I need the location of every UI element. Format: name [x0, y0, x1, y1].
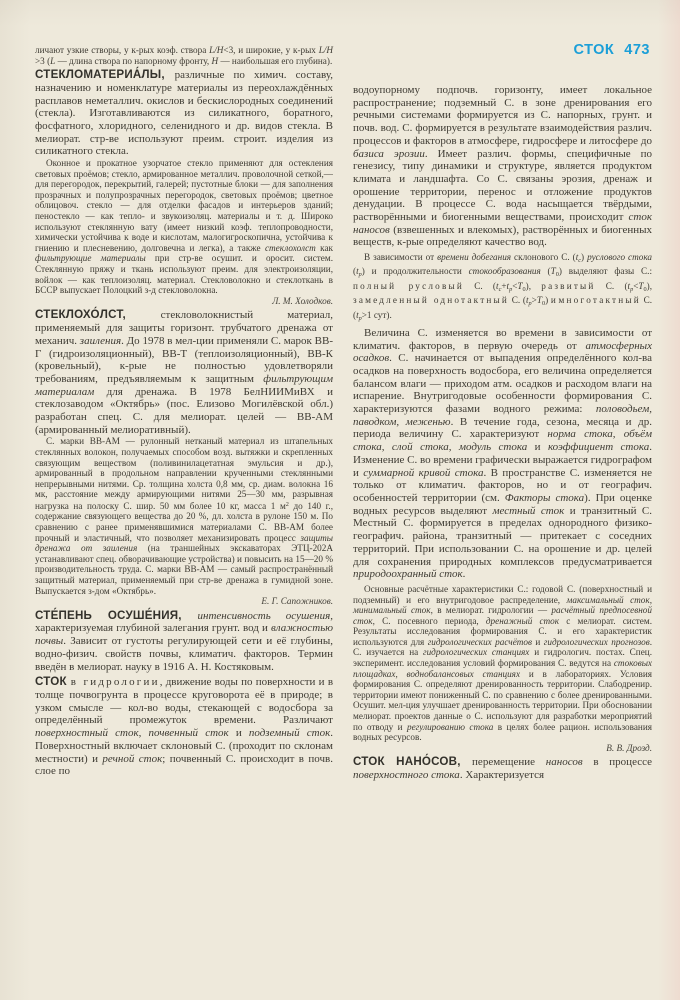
text-segment: ),: [646, 280, 653, 291]
two-column-text-area: [35, 45, 652, 782]
text-segment: В зависимости от: [364, 252, 438, 263]
text-segment: . Изменение С. во времени графически выражается гидрографом и: [353, 441, 653, 479]
text-segment: водоупорному подпочв. горизонту, имеет локальное распространение; подземный С. в зоне дренирования его речными системами формируется из С. напорных, грунт. и почв. вод. С. формируется в результате взаимодействия различ. процессов и факторов в атмосфере, гидросфере и литосфере до: [353, 84, 652, 147]
text-segment: личают узкие створы, у к-рых коэф. створа: [35, 45, 210, 55]
text-segment: (взвешенных и влекомых), растворённых и биогенных веществ, к-рые определяют качество вод.: [353, 223, 652, 249]
paragraph: [35, 45, 333, 66]
text-segment: . Поверхностный включает склоновый С. (проходит по склонам местности) и: [35, 727, 334, 765]
text-segment: стокообразования: [468, 266, 541, 277]
text-segment: .: [462, 568, 466, 581]
text-segment: С. (: [509, 295, 526, 306]
text-segment: t: [575, 252, 579, 263]
text-segment: ) и: [545, 295, 559, 306]
text-segment: с: [578, 256, 582, 264]
paragraph: [353, 84, 652, 249]
text-segment: развитый: [541, 280, 596, 291]
text-segment: С. (: [595, 280, 628, 291]
text-segment: половодьем, паводком, меженью: [353, 403, 652, 428]
text-segment: замедленный однотактный: [353, 295, 510, 306]
text-segment: L: [50, 55, 56, 66]
text-segment: L/H: [209, 45, 224, 55]
text-segment: гидрологических прогнозов: [543, 636, 650, 647]
text-segment: . С. начинается от выпадения определённого кол-ва осадков на поверхность водосбора, его величина определяется балансом влаги — приходом атм. осадков и расходом влаги на испарение. Внутригодовые особенности формирования С. характеризуются фазами водного режима:: [353, 352, 652, 416]
text-segment: расчётный предпосевной сток: [353, 605, 652, 626]
text-segment: >3 (: [35, 55, 51, 66]
text-segment: атмосферных осадков: [353, 339, 652, 365]
text-segment: Оконное и прокатное узорчатое стекло применяют для остекления световых проёмов; стекло, армированное металлич. проволочной сеткой,— для перегородок, перекрытий, галерей; пустотные блоки — для заполнения прозрачных и полупрозрачных перегородок, световых проёмов; цветное облицовоч. стекло — для отделки фасадов и интерьеров зданий; пеностекло — как тепло- и звукоизоляц. материалы и т. д. Широко используют стеклянную вату (имеет низкий коэф. теплопроводности, химически устойчива к воде и кислотам, малогигроскопична, устойчива к гниению и плесневению, долговечна и легка), а также: [35, 158, 333, 253]
article-paragraph: [35, 610, 333, 674]
text-segment: . Имеет различ. формы, специфичные по генезису, типу динамики и структуре, является продуктом климата и ландшафта. Со С. связаны эрозия, дренаж и орошение территории, перенос и отложение продуктов денудации. В процессе С. вода насыщается твёрдыми, растворёнными и биогенными веществами, происходит: [353, 147, 652, 224]
text-segment: <: [512, 280, 518, 291]
text-segment: влажностью почвы: [35, 622, 333, 648]
text-segment: различные по химич. составу, назначению и номенклатуре материалы из переохлаждённых расплавов неметаллич. окислов и бескислородных соединений (стекла). Изготавливаются из силикатного, боратного, фосфатного, хлоридного, селенидного и др. видов стекла. В мелиорат. стр-ве используют преим. строит. изделия из силикатного стекла.: [35, 69, 334, 158]
text-segment: 0: [555, 271, 559, 279]
article-paragraph: [35, 676, 333, 778]
text-segment: руслового стока: [587, 252, 653, 263]
headword: СТОК НАНО́СОВ,: [353, 755, 473, 769]
text-segment: . В пространстве С. изменяется не только от климатич. факторов, но и от географич. особенностей территории (см.: [353, 466, 653, 504]
article-paragraph: [35, 69, 333, 158]
text-segment: фильтрующим материалам: [35, 372, 333, 398]
author-signature: Л. М. Холодков.: [272, 295, 333, 306]
running-head-title: СТОК: [573, 42, 615, 58]
text-segment: >: [531, 295, 537, 306]
text-segment: в гидрологии: [70, 676, 160, 689]
text-segment: интенсивность осушения: [197, 609, 331, 622]
text-segment: , движение воды по поверхности и в толще почвогрунта в процессе круговорота её в природе; в узком смысле — кол-во воды, стекающей с водосбора за определённый промежуток времени. Различают: [35, 676, 334, 727]
text-segment: >1 сут).: [361, 309, 392, 320]
text-segment: полный русловый: [353, 280, 464, 291]
text-segment: <3, и широкие, у к-рых: [223, 45, 319, 55]
text-segment: t: [506, 280, 510, 291]
text-segment: природоохранный сток: [353, 568, 463, 581]
text-segment: T: [550, 266, 556, 277]
text-segment: максимальный сток, минимальный сток: [353, 594, 652, 616]
text-segment: многотактный: [558, 295, 641, 306]
text-segment: (: [353, 266, 357, 277]
text-segment: 2: [285, 501, 289, 509]
author-signature: Е. Г. Сапожников.: [261, 596, 333, 607]
text-segment: суммарной кривой стока: [363, 466, 484, 479]
text-segment: С. (: [353, 295, 652, 320]
text-segment: H: [211, 55, 219, 66]
text-segment: р: [630, 285, 634, 293]
text-segment: стоковых площадках, воднобалансовых станциях: [353, 658, 652, 679]
text-segment: +: [501, 280, 507, 291]
text-segment: базиса эрозии: [353, 147, 425, 160]
text-segment: и транзитный С. Местный С. формируется в пределах однородного физико-географич. района, транзитный — притекает с соседних территорий. При использовании С. на орошение и др. целей для сохранения природных комплексов предусматривается: [353, 504, 653, 568]
text-segment: заиления: [79, 334, 122, 347]
text-segment: гидрологических станциях: [423, 647, 530, 658]
text-segment: и: [228, 727, 249, 740]
paragraph: [35, 158, 333, 296]
text-segment: . Характеризуется: [459, 769, 545, 782]
text-segment: для дренажа. В 1978 БелНИИМиВХ и стеклозаводом «Октябрь» (пос. Елизово Могилёвской обл.) разработан спец. С. для мелиорат. целей — ВВ-АМ (армированный мелиоративный).: [35, 385, 333, 436]
text-segment: ) и продолжительности: [361, 266, 469, 277]
text-segment: и: [532, 636, 544, 647]
text-segment: T: [536, 295, 542, 306]
text-segment: времени добегания: [437, 252, 512, 263]
text-segment: с мелиорат. систем. Результаты исследования формирования С. и его характеристик используются для: [353, 615, 652, 647]
text-segment: стеклохолст: [264, 242, 316, 253]
headword: СТЕКЛОХО́ЛСТ,: [35, 308, 161, 322]
text-segment: <: [633, 280, 639, 291]
article-paragraph: [353, 756, 652, 781]
text-segment: Факторы стока: [504, 492, 585, 504]
text-segment: поверхностного стока: [353, 769, 460, 782]
text-segment: поверхностный сток, почвенный сток: [35, 727, 229, 740]
left-column: [35, 45, 333, 782]
text-segment: , С. посевного периода,: [372, 615, 486, 626]
text-segment: в процессе: [582, 756, 653, 769]
text-segment: , в мелиорат. гидрологии —: [430, 605, 552, 616]
text-segment: t: [356, 309, 359, 320]
text-segment: до 140 г., содержание связующего вещества до 20 %, дл. холста в рулоне 150 м. По сравнению с ранее применявшимися материалами С. ВВ-АМ более прочный и эластичный, что позволяет механизировать процесс: [35, 500, 333, 543]
text-segment: р: [509, 285, 513, 293]
text-segment: 0: [522, 285, 526, 293]
paragraph: [353, 252, 652, 324]
text-segment: коэффициент стока: [547, 441, 650, 454]
text-segment: гидрологических расчётов: [427, 636, 532, 647]
text-segment: фильтрующие материалы: [35, 253, 146, 264]
text-segment: ; почвенный С. происходит в почв. слое по: [35, 752, 333, 778]
text-segment: р: [358, 271, 362, 279]
author-signature: В. В. Дрозд.: [606, 742, 652, 753]
text-segment: — длина створа по напорному фронту,: [55, 55, 212, 66]
text-segment: t: [356, 266, 359, 277]
text-segment: ) выделяют фазы С.:: [558, 266, 653, 277]
text-segment: Величина С. изменяется во времени в зависимости от климатич. факторов, в первую очередь от: [353, 326, 652, 352]
text-segment: склонового С. (: [511, 252, 576, 263]
text-segment: р: [358, 314, 362, 322]
paragraph: [353, 584, 652, 743]
text-segment: норма стока, объём стока, слой стока, модуль стока: [353, 428, 652, 454]
text-segment: регулированию стока: [406, 721, 494, 732]
text-segment: в целях более рацион. использования водных ресурсов.: [353, 721, 652, 743]
text-segment: и гидрологич. постах. Спец. эксперимент. исследования условий формирования С. ведутся на: [353, 647, 652, 669]
paragraph: [353, 327, 652, 581]
text-segment: 0: [541, 299, 546, 307]
text-segment: подземный сток: [248, 727, 331, 740]
text-segment: защиты дренажа от заиления: [35, 532, 333, 554]
text-segment: . До 1978 в мел-ции применяли С. марок ВВ-Г (гидроизоляционный), ВВ-Т (теплоизоляционный), ВВ-К (кровельный), к-рые не полностью удовлетворяли требованиям, предъявляемым к защитным: [35, 334, 333, 385]
text-segment: сток наносов: [353, 211, 652, 236]
text-segment: — наибольшая его глубина).: [218, 55, 333, 66]
text-segment: ). При оценке водных ресурсов выделяют: [353, 492, 652, 517]
text-segment: как: [315, 242, 333, 253]
text-segment: t: [496, 280, 499, 291]
text-segment: речной сток: [102, 752, 163, 765]
text-segment: t: [525, 295, 529, 306]
text-segment: при стр-ве осушит. и оросит. систем. Стеклянную пряжу и ткань используют преим. для электроизоляции, войлок — как теплоизоляц. материал. Стекловолокно и стеклоткань в БССР выпускает Полоцкий з-д стекловолокна.: [35, 253, 333, 296]
text-segment: T: [517, 280, 523, 291]
text-segment: и: [527, 441, 548, 454]
text-segment: . В течение года, сезона, месяца и др. периода величину С. характеризуют: [353, 415, 652, 441]
article-paragraph: [35, 309, 333, 436]
text-segment: С. (: [464, 280, 496, 291]
text-segment: местный сток: [492, 504, 565, 517]
headword: СТЕКЛОМАТЕРИА́ЛЫ,: [35, 68, 175, 82]
text-segment: (: [540, 266, 551, 277]
text-segment: (на траншейных экскаваторах ЭТЦ-202А устанавливают спец. обворачивающие устройства) и повысить на 15—20 % производительность труда. С. марки ВВ-АМ — самый распространённый защитный материал, применяемый при стр-ве дренажа в гумидной зоне. Выпускается з-дом «Октябрь».: [35, 543, 334, 596]
text-segment: Основные расчётные характеристики С.: годовой С. (поверхностный и подземный) и его внутригодовое распределение,: [353, 583, 652, 605]
text-segment: T: [638, 280, 644, 291]
right-column: [353, 45, 652, 782]
text-segment: L/H: [318, 45, 333, 55]
text-segment: перемещение: [472, 756, 546, 769]
text-segment: дренажный сток: [485, 615, 560, 626]
text-segment: ),: [525, 280, 542, 291]
text-segment: , характеризуемая глубиной залегания грунт. вод и: [35, 609, 333, 635]
text-segment: ): [581, 252, 588, 263]
text-segment: с: [498, 285, 502, 293]
text-segment: . С. изучается на: [353, 636, 652, 658]
headword: СТЕ́ПЕНЬ ОСУШЕ́НИЯ,: [35, 608, 198, 622]
text-segment: наносов: [545, 756, 583, 769]
page-number: 473: [624, 42, 650, 58]
text-segment: 0: [643, 285, 647, 293]
text-segment: р: [528, 299, 532, 307]
text-segment: С. марки ВВ-АМ — рулонный нетканый материал из штапельных стеклянных волокон, получаемых способом возд. вытяжки и скрепленных связующим веществом (поливинилацетатная эмульсия и др.), армированный в продольном направлении крученными стеклянными непрерывными нитями. Ср. толщина холста 0,8 мм, ср. диам. волокна 16 мк, расстояние между армирующими нитями 25—30 мм, разрывная нагрузка на полоску С. шир. 50 мм более 10 кг, масса 1 м: [35, 436, 333, 511]
text-segment: t: [627, 280, 631, 291]
paragraph: [35, 436, 333, 596]
text-segment: . Зависит от густоты регулирующей сети и её глубины, водно-физич. свойств почвы, климатич. факторов. Термин введён в мелиорат. науку в 1916 А. Н. Костяковым.: [35, 635, 333, 673]
text-segment: и в лабораториях. Условия формирования С. определяют дренированность территории. Слабодренир. территории имеют пониженный С. по сравнению с более дренированными. Осушит. мел-ция улучшает дренированность территории. При обосновании мелиорат. проектов данные о С. используют для разработки мероприятий по отводу и: [353, 668, 653, 732]
headword: СТОК: [35, 675, 71, 689]
text-segment: стекловолокнистый материал, применяемый для защиты горизонт. трубчатого дренажа от механич.: [35, 309, 333, 347]
